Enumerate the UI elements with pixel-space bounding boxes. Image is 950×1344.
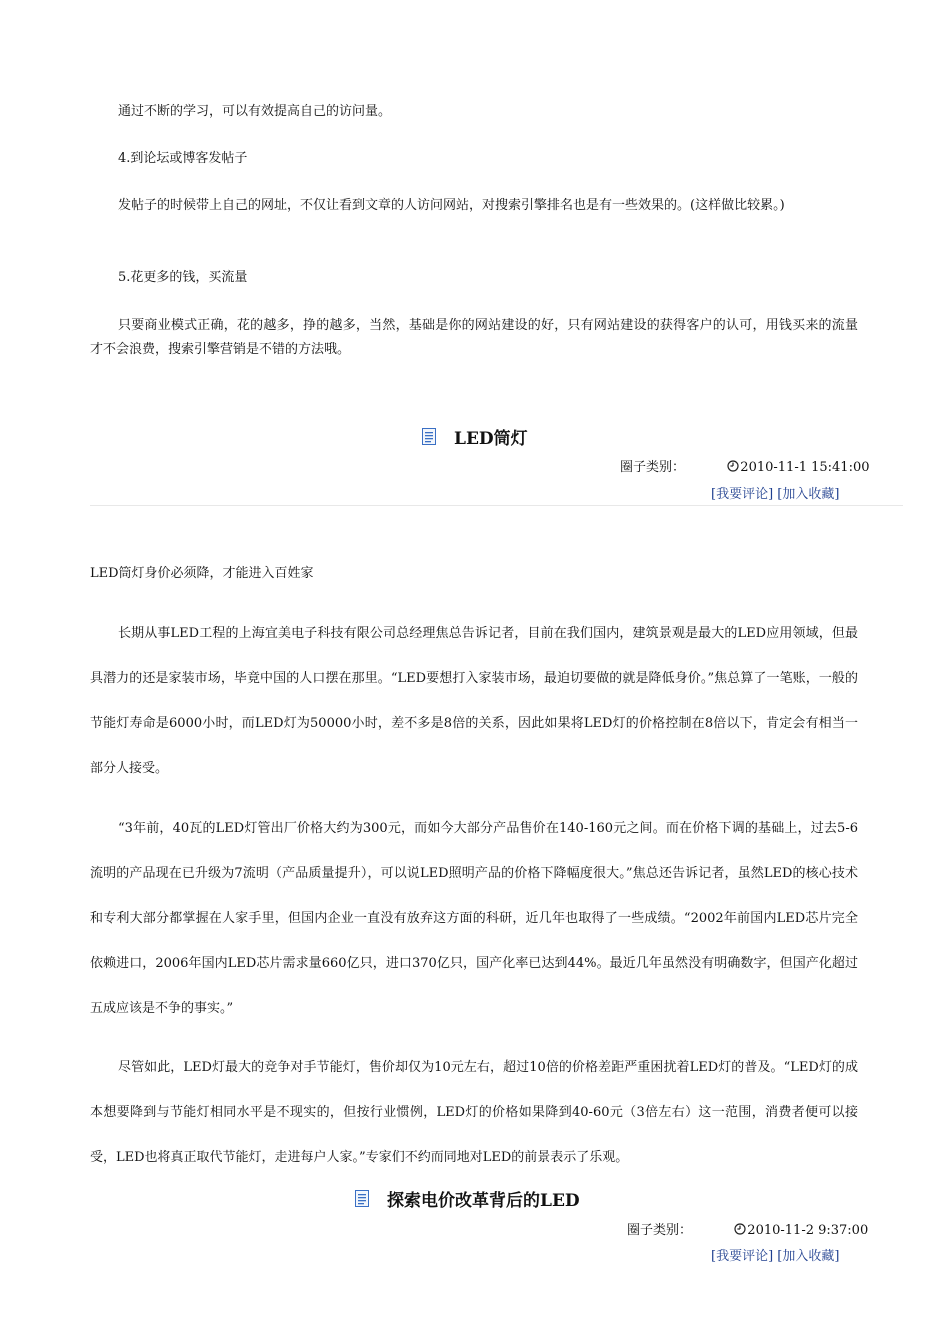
clock-icon: [734, 1223, 746, 1235]
clock-icon: [727, 460, 739, 472]
comment-link[interactable]: [我要评论]: [711, 1249, 774, 1264]
category-label: 圈子类别：: [627, 1223, 693, 1238]
comment-link[interactable]: [我要评论]: [711, 487, 774, 502]
post2-actions: [711, 1245, 839, 1264]
intro-paragraph-1: 通过不断的学习，可以有效提高自己的访问量。: [118, 104, 392, 119]
post2-datetime: 2010-11-2 9:37:00: [747, 1223, 869, 1238]
post-actions: [711, 483, 839, 502]
post-title-text[interactable]: LED筒灯: [454, 429, 528, 449]
document-icon: [355, 1190, 369, 1207]
post-datetime: 2010-11-1 15:41:00: [740, 460, 870, 475]
post2-title-text[interactable]: 探索电价改革背后的LED: [387, 1191, 580, 1211]
post-title[interactable]: [422, 424, 528, 449]
intro-heading-5: 5.花更多的钱，买流量: [118, 270, 248, 285]
post-paragraph-3: 尽管如此，LED灯最大的竞争对手节能灯，售价却仅为10元左右，超过10倍的价格差距严重困扰着LED灯的普及。“LED灯的成本想要降到与节能灯相同水平是不现实的，但按行业惯例，LED灯的价格如果降到40-60元（3倍左右）这一范围，消费者便可以接受，LED也将真正取代节能灯，走进每户人家。”专家们不约而同地对LED的前景表示了乐观。: [90, 1060, 858, 1165]
intro-heading-4: 4.到论坛或博客发帖子: [118, 151, 248, 166]
post2-meta: [627, 1219, 868, 1238]
post-paragraph-1: 长期从事LED工程的上海宜美电子科技有限公司总经理焦总告诉记者，目前在我们国内，建筑景观是最大的LED应用领域，但最具潜力的还是家装市场，毕竟中国的人口摆在那里。“LED要想打入家装市场，最迫切要做的就是降低身价。”焦总算了一笔账，一般的节能灯寿命是6000小时，而LED灯为50000小时，差不多是8倍的关系，因此如果将LED灯的价格控制在8倍以下，肯定会有相当一部分人接受。: [90, 626, 858, 776]
favorite-link[interactable]: [加入收藏]: [777, 487, 840, 502]
post-meta: [620, 456, 870, 475]
document-icon: [422, 428, 436, 445]
post-paragraph-2: “3年前，40瓦的LED灯管出厂价格大约为300元，而如今大部分产品售价在140-160元之间。而在价格下调的基础上，过去5-6流明的产品现在已升级为7流明（产品质量提升），可以说LED照明产品的价格下降幅度很大。”焦总还告诉记者，虽然LED的核心技术和专利大部分都掌握在人家手里，但国内企业一直没有放弃这方面的科研，近几年也取得了一些成绩。“2002年前国内LED芯片完全依赖进口，2006年国内LED芯片需求量660亿只，进口370亿只，国产化率已达到44%。最近几年虽然没有明确数字，但国产化超过五成应该是不争的事实。”: [90, 821, 858, 1016]
favorite-link[interactable]: [加入收藏]: [777, 1249, 840, 1264]
category-label: 圈子类别：: [620, 460, 686, 475]
divider: [90, 505, 903, 506]
intro-paragraph-3: 只要商业模式正确，花的越多，挣的越多，当然，基础是你的网站建设的好，只有网站建设的获得客户的认可，用钱买来的流量才不会浪费，搜索引擎营销是不错的方法哦。: [90, 318, 858, 357]
intro-paragraph-2: 发帖子的时候带上自己的网址，不仅让看到文章的人访问网站，对搜索引擎排名也是有一些效果的。(这样做比较累。): [118, 198, 785, 213]
post2-title[interactable]: [355, 1186, 580, 1211]
post-subtitle: LED筒灯身价必须降，才能进入百姓家: [90, 566, 314, 581]
